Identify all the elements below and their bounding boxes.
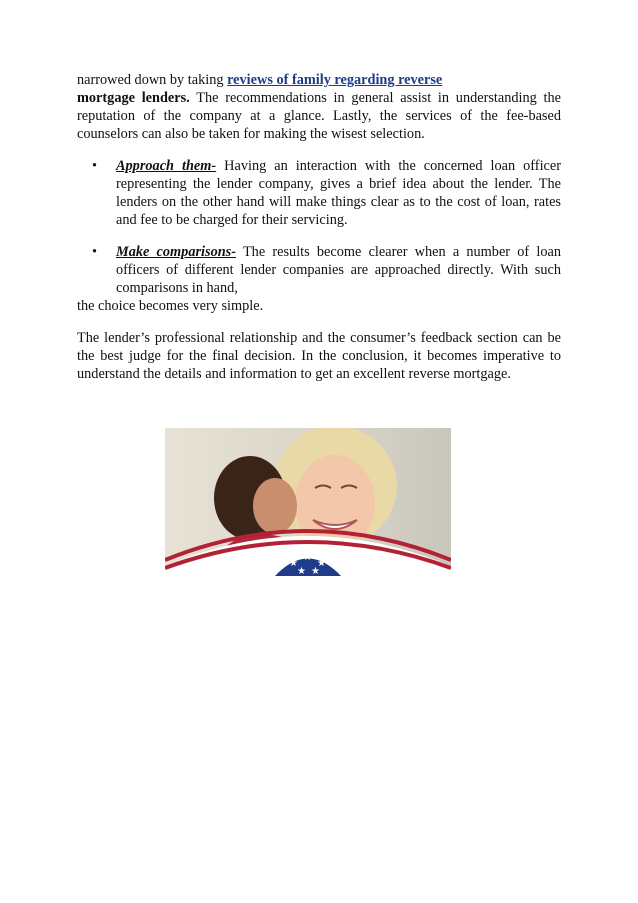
bullet-comparisons-paragraph: [116, 243, 561, 297]
svg-text:★: ★: [311, 566, 320, 576]
intro-bold-text: mortgage lenders.: [77, 90, 190, 106]
svg-text:★: ★: [317, 558, 326, 569]
bullet-approach-paragraph: [116, 157, 561, 229]
bullet-comparisons-heading: Make comparisons-: [116, 244, 236, 260]
bullet-marker: •: [92, 158, 98, 174]
tail-text: the choice becomes very simple.: [77, 298, 264, 314]
grandmother-granddaughter-photo: [165, 428, 451, 576]
svg-text:★: ★: [289, 558, 298, 569]
bullet-approach: [77, 157, 561, 229]
closing-paragraph: The lender’s professional relationship and the consumer’s feedback section can be the best judge for the final decision. In the conclusion, it becomes imperative to understand the details and information to get an excellent reverse mortgage.: [77, 330, 561, 382]
intro-text-after: The recommendations in general assist in understanding the reputation of the company at a glance. Lastly, the services of the fee-based counselors can also be taken for making the wisest selection.: [77, 90, 561, 142]
intro-text-before: narrowed down by taking: [77, 72, 228, 88]
bullet-approach-heading: Approach them-: [116, 158, 217, 174]
intro-paragraph: [77, 71, 561, 143]
document-body: [77, 71, 561, 383]
bullet-comparisons-text: The results become clearer when a number of loan officers of different lender companies are approached directly. With such comparisons in hand,: [116, 244, 561, 296]
reviews-link[interactable]: reviews of family regarding reverse: [227, 72, 443, 88]
bullet-approach-text: Having an interaction with the concerned loan officer representing the lender company, gives a brief idea about the lender. The lenders on the other hand will make things clear as to the cost of loan, rates and fee to be charged for their servicing.: [116, 158, 561, 228]
svg-text:★: ★: [303, 552, 312, 563]
svg-text:★: ★: [297, 566, 306, 576]
bullet-marker: •: [92, 244, 98, 260]
bullet-comparisons: [77, 243, 561, 297]
